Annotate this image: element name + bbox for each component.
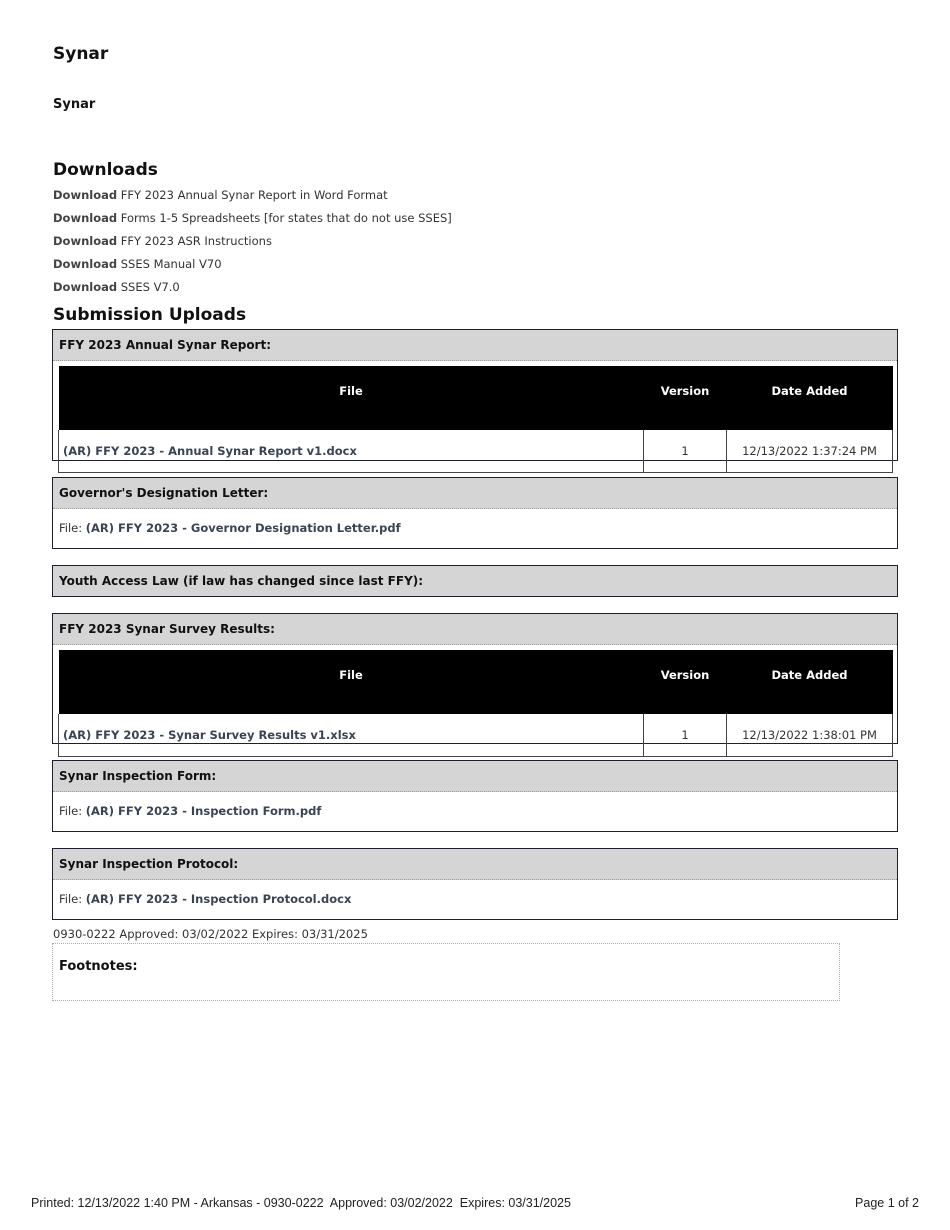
file-link[interactable]: (AR) FFY 2023 - Synar Survey Results v1.xlsx	[59, 714, 644, 757]
survey-results-panel	[52, 613, 898, 744]
governor-letter-panel	[52, 477, 898, 549]
column-header-date-added: Date Added	[727, 650, 893, 714]
date-added-cell: 12/13/2022 1:37:24 PM	[727, 430, 893, 473]
download-link[interactable]: Download	[53, 211, 118, 225]
annual-report-panel	[52, 329, 898, 461]
download-item-label: Forms 1-5 Spreadsheets [for states that do not use SSES]	[120, 211, 452, 225]
file-link[interactable]: (AR) FFY 2023 - Governor Designation Letter.pdf	[85, 521, 401, 535]
table-row	[59, 714, 893, 757]
survey-results-header: FFY 2023 Synar Survey Results:	[53, 614, 897, 645]
governor-letter-header: Governor's Designation Letter:	[53, 478, 897, 509]
omb-approval-line: 0930-0222 Approved: 03/02/2022 Expires: 03/31/2025	[53, 927, 368, 941]
governor-letter-file	[53, 509, 897, 547]
print-footer: Printed: 12/13/2022 1:40 PM - Arkansas - 0930-0222 Approved: 03/02/2022 Expires: 03/31/2025	[31, 1196, 571, 1210]
download-link[interactable]: Download	[53, 280, 118, 294]
file-prefix: File:	[59, 804, 83, 818]
downloads-heading: Downloads	[53, 160, 158, 180]
file-link[interactable]: (AR) FFY 2023 - Inspection Form.pdf	[85, 804, 322, 818]
annual-report-header: FFY 2023 Annual Synar Report:	[53, 330, 897, 361]
download-item-asr-instructions[interactable]	[53, 233, 452, 256]
column-header-version: Version	[644, 650, 727, 714]
column-header-version: Version	[644, 366, 727, 430]
footnotes-box	[52, 943, 840, 1001]
table-header-row	[59, 366, 893, 430]
inspection-protocol-panel	[52, 848, 898, 920]
page-number: Page 1 of 2	[855, 1196, 919, 1210]
download-item-label: SSES Manual V70	[120, 257, 222, 271]
column-header-file: File	[59, 366, 644, 430]
download-item-forms-spreadsheets[interactable]	[53, 210, 452, 233]
submission-uploads-heading: Submission Uploads	[53, 305, 247, 325]
download-link[interactable]: Download	[53, 257, 118, 271]
download-link[interactable]: Download	[53, 188, 118, 202]
page-subtitle: Synar	[53, 97, 96, 112]
table-row	[59, 430, 893, 473]
youth-access-header: Youth Access Law (if law has changed since last FFY):	[53, 566, 897, 596]
download-item-annual-report[interactable]	[53, 187, 452, 210]
inspection-form-header: Synar Inspection Form:	[53, 761, 897, 792]
download-item-label: FFY 2023 ASR Instructions	[120, 234, 272, 248]
footnotes-title: Footnotes:	[59, 959, 138, 974]
downloads-list	[53, 187, 452, 302]
date-added-cell: 12/13/2022 1:38:01 PM	[727, 714, 893, 757]
inspection-form-file	[53, 792, 897, 830]
table-header-row	[59, 650, 893, 714]
survey-results-table	[58, 650, 893, 757]
file-prefix: File:	[59, 892, 83, 906]
inspection-protocol-header: Synar Inspection Protocol:	[53, 849, 897, 880]
page-title: Synar	[53, 44, 109, 64]
inspection-form-panel	[52, 760, 898, 832]
download-item-label: FFY 2023 Annual Synar Report in Word Format	[120, 188, 388, 202]
version-cell: 1	[644, 714, 727, 757]
youth-access-panel	[52, 565, 898, 597]
download-item-label: SSES V7.0	[120, 280, 180, 294]
file-link[interactable]: (AR) FFY 2023 - Inspection Protocol.docx	[85, 892, 352, 906]
inspection-protocol-file	[53, 880, 897, 918]
version-cell: 1	[644, 430, 727, 473]
file-link[interactable]: (AR) FFY 2023 - Annual Synar Report v1.docx	[59, 430, 644, 473]
column-header-date-added: Date Added	[727, 366, 893, 430]
column-header-file: File	[59, 650, 644, 714]
download-item-sses[interactable]	[53, 279, 452, 302]
download-link[interactable]: Download	[53, 234, 118, 248]
download-item-sses-manual[interactable]	[53, 256, 452, 279]
file-prefix: File:	[59, 521, 83, 535]
annual-report-table	[58, 366, 893, 473]
